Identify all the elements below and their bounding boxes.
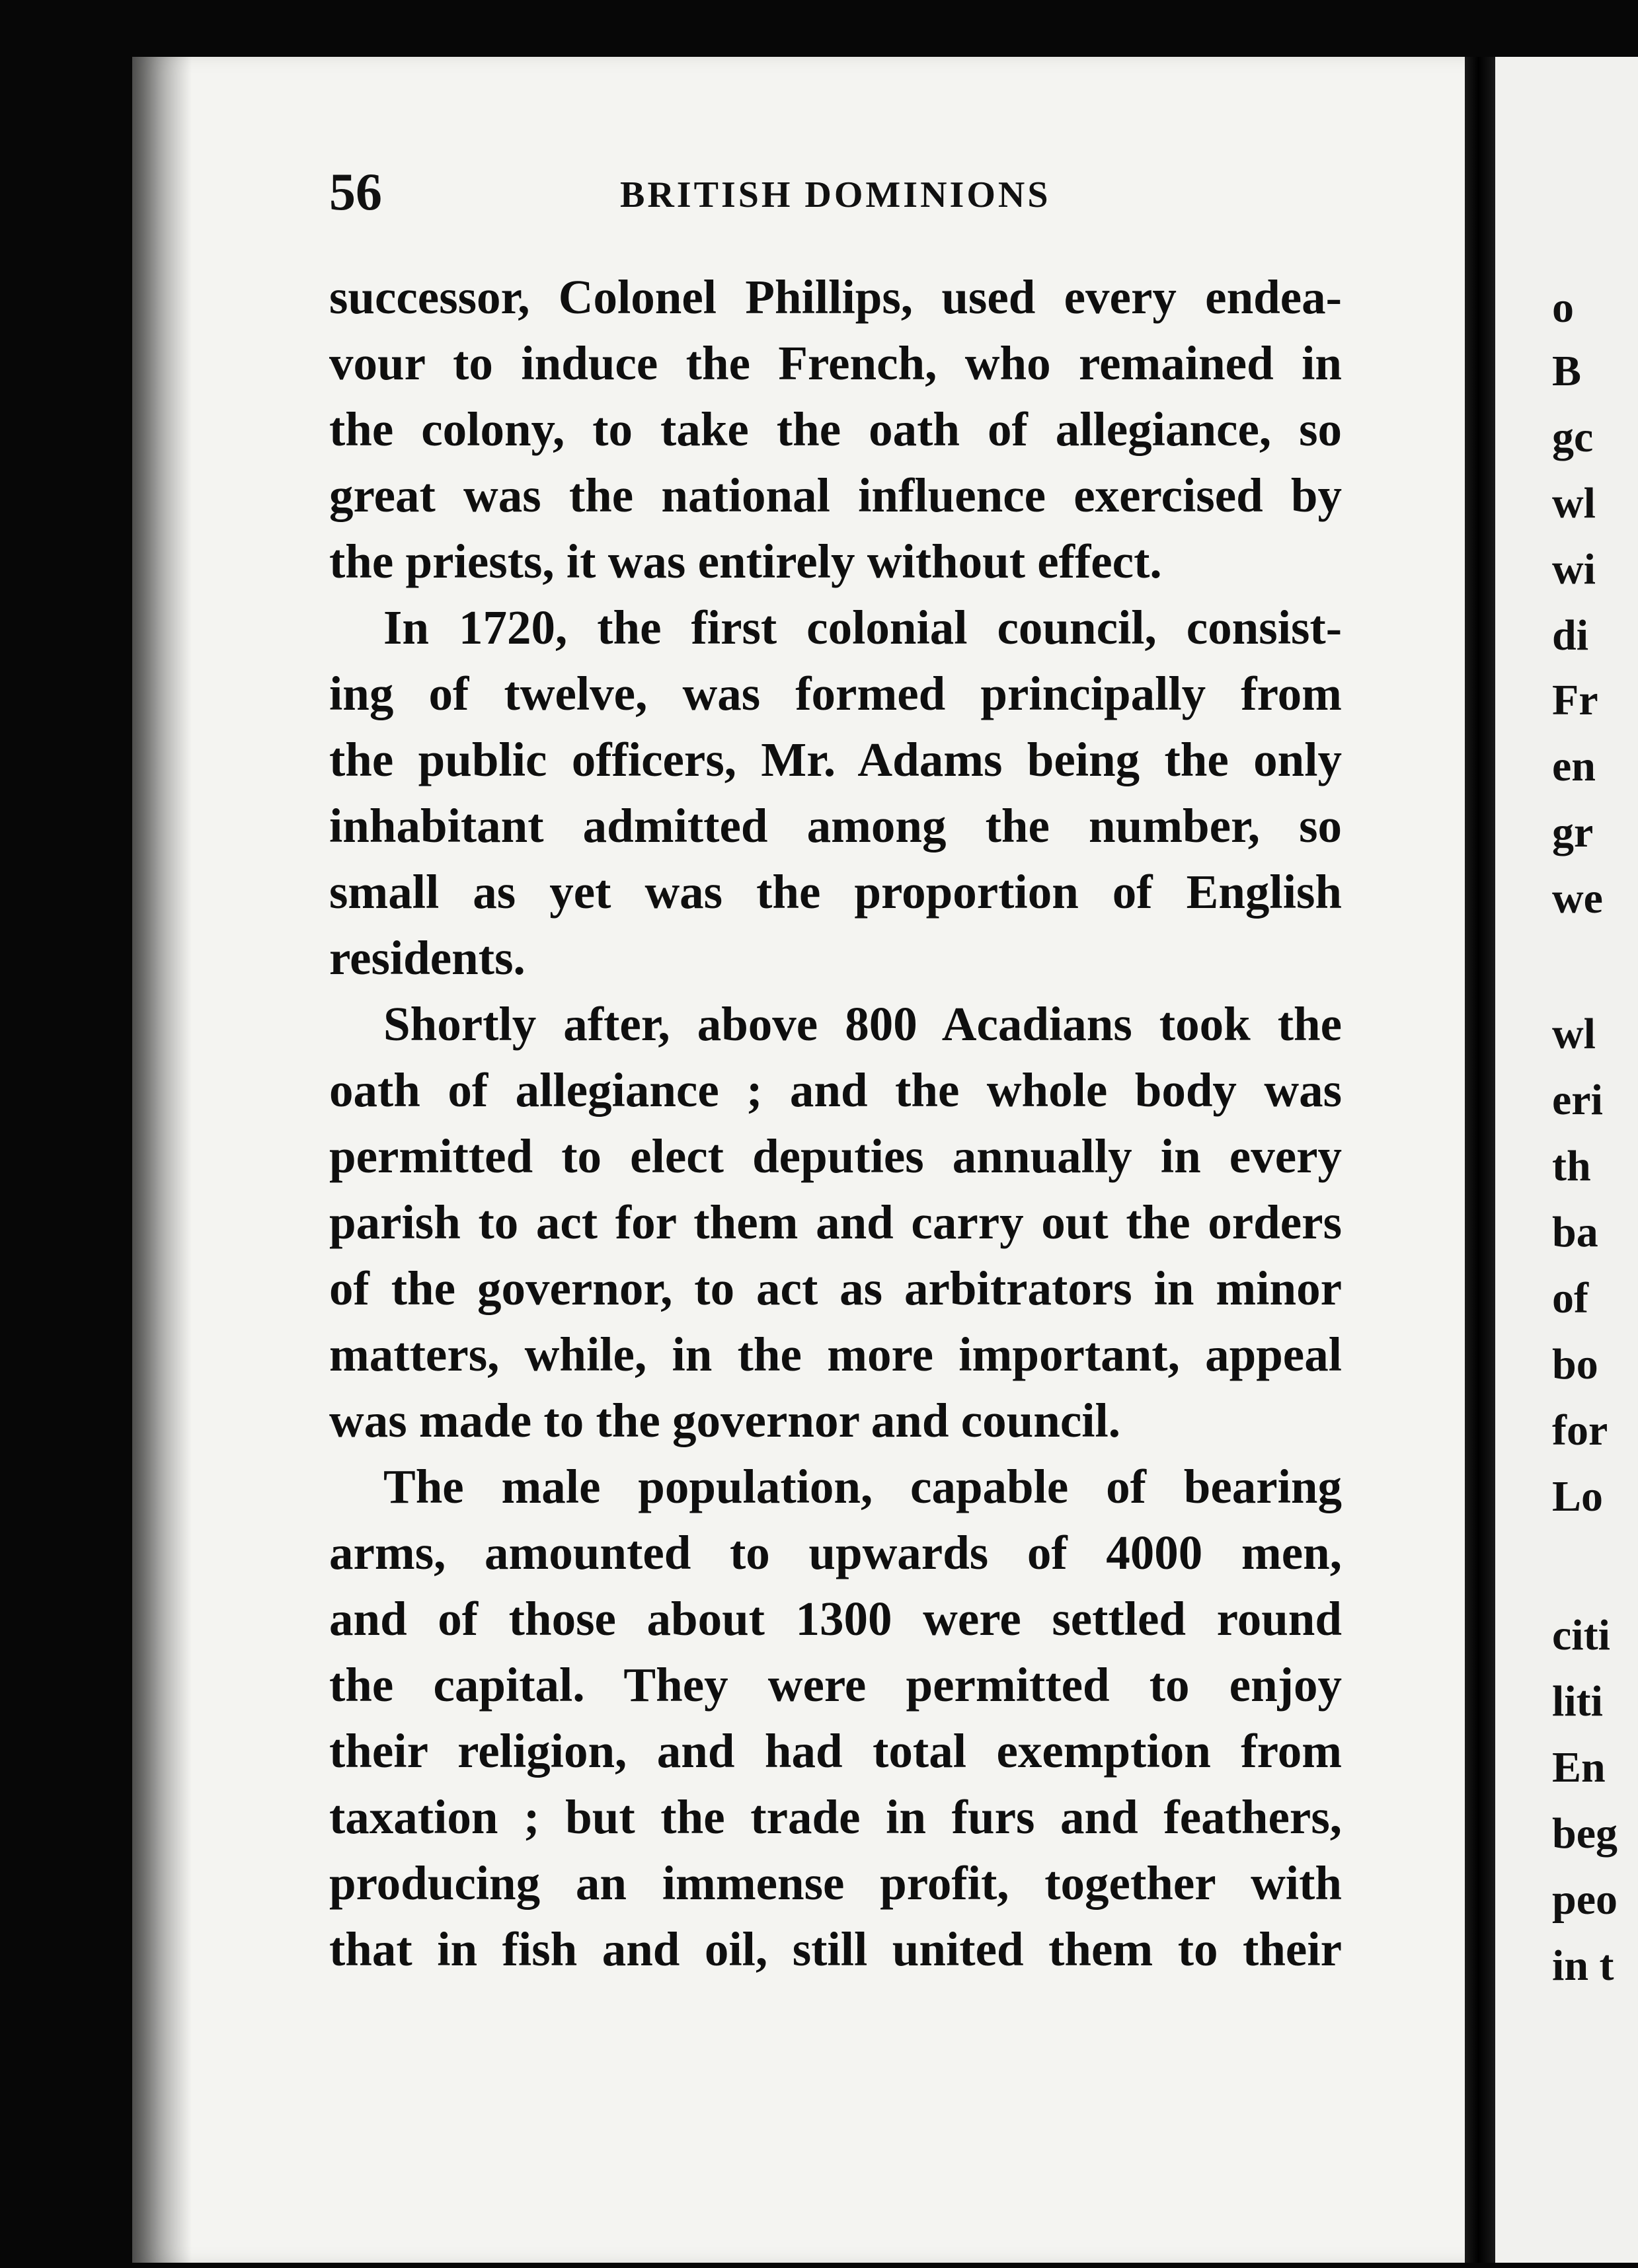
text-line: the colony, to take the oath of allegiance, so — [329, 402, 1342, 456]
facing-page-fragment: eri — [1552, 1076, 1603, 1124]
text-line: ing of twelve, was formed principally from — [329, 667, 1342, 720]
text-line: the capital. They were permitted to enjoy — [329, 1658, 1342, 1712]
paragraph — [329, 595, 1342, 991]
facing-page-fragment: En — [1552, 1743, 1606, 1792]
binding-shadow — [132, 57, 192, 2263]
facing-page-fragment: we — [1552, 874, 1603, 923]
paragraph — [329, 991, 1342, 1454]
text-line: their religion, and had total exemption from — [329, 1724, 1342, 1778]
text-line: arms, amounted to upwards of 4000 men, — [329, 1526, 1342, 1579]
text-line: that in fish and oil, still united them to their — [329, 1922, 1342, 1976]
facing-page-fragment: of — [1552, 1274, 1588, 1322]
text-line: residents. — [329, 931, 526, 985]
facing-page-fragment: wl — [1552, 479, 1596, 527]
page-header — [329, 163, 1334, 222]
facing-page-fragment: th — [1552, 1142, 1591, 1190]
text-line: small as yet was the proportion of English — [329, 865, 1342, 919]
facing-page-fragment: peo — [1552, 1875, 1618, 1924]
facing-page-fragment: for — [1552, 1406, 1608, 1455]
facing-page-fragment: in t — [1552, 1942, 1614, 1990]
text-line: inhabitant admitted among the number, so — [329, 799, 1342, 852]
facing-page-fragment: wi — [1552, 545, 1596, 593]
paragraph — [329, 264, 1342, 595]
text-line: the priests, it was entirely without effect. — [329, 535, 1162, 588]
text-line: producing an immense profit, together with — [329, 1856, 1342, 1910]
text-line: was made to the governor and council. — [329, 1394, 1121, 1447]
facing-page-fragment: Fr — [1552, 676, 1598, 724]
facing-page-fragment: o — [1552, 284, 1574, 332]
facing-page-fragment: citi — [1552, 1611, 1610, 1659]
page-gutter — [1465, 57, 1495, 2263]
facing-page-fragment: bo — [1552, 1340, 1598, 1388]
paragraph — [329, 1454, 1342, 1983]
text-line: In 1720, the first colonial council, consist- — [383, 601, 1342, 654]
text-line: taxation ; but the trade in furs and feathers, — [329, 1790, 1342, 1844]
text-line: permitted to elect deputies annually in every — [329, 1129, 1342, 1183]
text-line: vour to induce the French, who remained in — [329, 336, 1342, 390]
text-line: The male population, capable of bearing — [383, 1460, 1342, 1513]
facing-page-fragment: ba — [1552, 1208, 1598, 1256]
facing-page-fragment: liti — [1552, 1677, 1603, 1725]
text-line: and of those about 1300 were settled round — [329, 1592, 1342, 1645]
text-line: oath of allegiance ; and the whole body was — [329, 1063, 1342, 1117]
facing-page-fragment: Lo — [1552, 1472, 1604, 1521]
text-line: matters, while, in the more important, appeal — [329, 1328, 1342, 1381]
facing-page-fragment: B — [1552, 347, 1582, 395]
page-number: 56 — [329, 163, 382, 221]
body-text — [329, 264, 1342, 1983]
text-line: successor, Colonel Phillips, used every endea- — [329, 270, 1342, 324]
text-line: the public officers, Mr. Adams being the only — [329, 733, 1342, 786]
facing-page-fragment: en — [1552, 742, 1596, 790]
text-line: great was the national influence exercised by — [329, 469, 1342, 522]
running-head: BRITISH DOMINIONS — [620, 174, 1051, 215]
facing-page-fragment: wl — [1552, 1010, 1596, 1058]
facing-page-fragment: di — [1552, 611, 1589, 660]
facing-page-fragment: gc — [1552, 413, 1594, 461]
facing-page-fragment: gr — [1552, 808, 1594, 856]
facing-page-fragment: beg — [1552, 1809, 1618, 1858]
text-line: Shortly after, above 800 Acadians took the — [383, 997, 1342, 1051]
text-line: parish to act for them and carry out the orders — [329, 1195, 1342, 1249]
text-line: of the governor, to act as arbitrators in minor — [329, 1262, 1342, 1315]
